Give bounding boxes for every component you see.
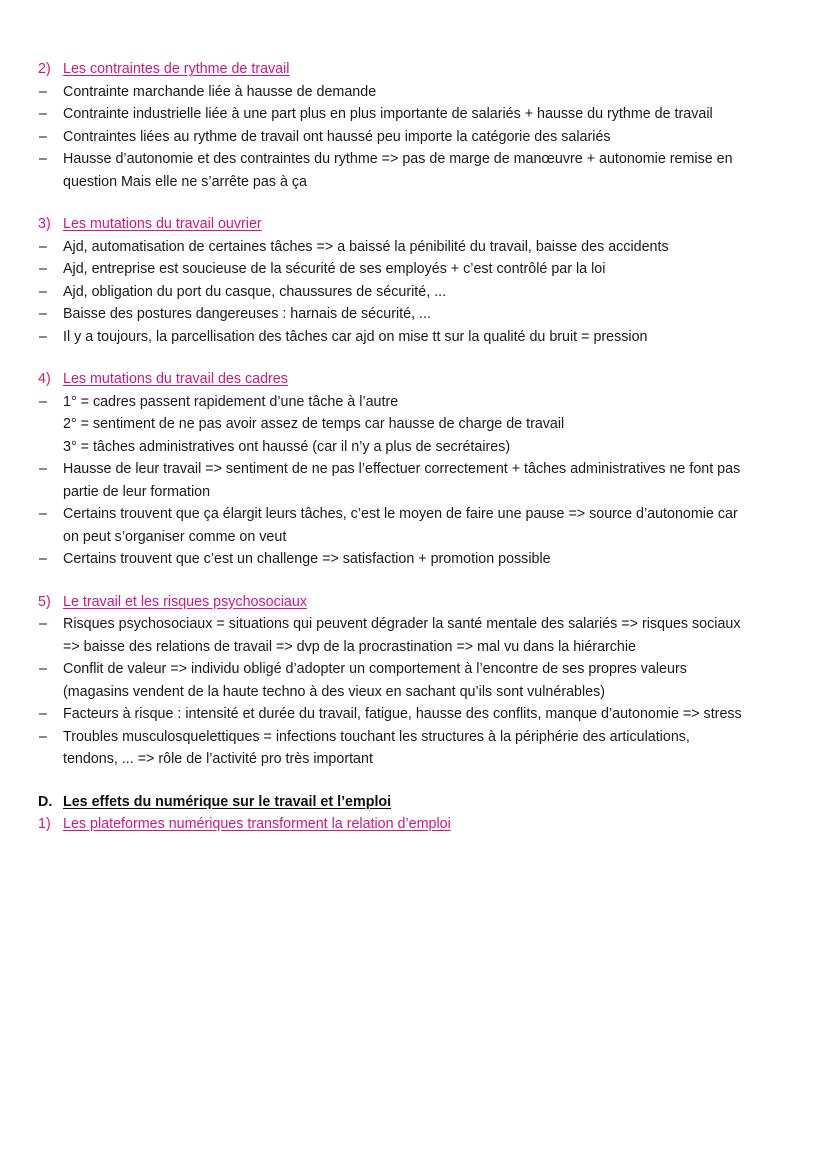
document-page <box>0 58 828 836</box>
section-heading <box>0 591 828 614</box>
section-2 <box>0 58 828 193</box>
bullet-line <box>0 258 828 281</box>
continuation-line <box>0 636 828 659</box>
dash-marker: – <box>39 306 47 322</box>
bullet-line <box>0 281 828 304</box>
bullet-line <box>0 458 828 481</box>
section-5 <box>0 591 828 771</box>
bullet-line <box>0 613 828 636</box>
section-title: Les plateformes numériques transforment la relation d’emploi <box>63 816 451 832</box>
bullet-text: Contrainte industrielle liée à une part plus en plus importante de salariés + hausse du rythme de travail <box>63 106 713 122</box>
bullet-text: 1° = cadres passent rapidement d’une tâche à l’autre <box>63 393 399 410</box>
bullet-line <box>0 236 828 259</box>
section-heading <box>0 58 828 81</box>
section-title: Les contraintes de rythme de travail <box>63 61 290 77</box>
dash-marker: – <box>39 238 47 255</box>
bullet-text: 2° = sentiment de ne pas avoir assez de temps car hausse de charge de travail <box>63 416 565 432</box>
bullet-text: Facteurs à risque : intensité et durée du travail, fatigue, hausse des conflits, manque d’autonomie => stress <box>63 706 742 722</box>
dash-marker: – <box>39 261 47 277</box>
bullet-text: question Mais elle ne s’arrête pas à ça <box>63 173 307 190</box>
bullet-text: Ajd, entreprise est soucieuse de la sécurité de ses employés + c’est contrôlé par la loi <box>63 261 606 277</box>
dash-marker: – <box>39 551 47 567</box>
bullet-line <box>0 726 828 749</box>
continuation-line <box>0 436 828 459</box>
bullet-text: on peut s’organiser comme on veut <box>63 528 287 545</box>
part-letter: D. <box>38 793 53 810</box>
section-number: 4) <box>38 371 51 387</box>
dash-marker: – <box>39 661 47 677</box>
bullet-line <box>0 148 828 171</box>
continuation-line <box>0 526 828 549</box>
part-d <box>0 791 828 836</box>
section-title: Le travail et les risques psychosociaux <box>63 593 307 610</box>
bullet-text: 3° = tâches administratives ont haussé (car il n’y a plus de secrétaires) <box>63 438 511 455</box>
bullet-text: Il y a toujours, la parcellisation des tâches car ajd on mise tt sur la qualité du bruit = pression <box>63 328 648 345</box>
section-4 <box>0 368 828 571</box>
bullet-line <box>0 103 828 126</box>
section-title: Les mutations du travail ouvrier <box>63 216 262 232</box>
bullet-text: tendons, ... => rôle de l’activité pro très important <box>63 751 373 767</box>
bullet-text: partie de leur formation <box>63 483 211 500</box>
section-heading <box>0 813 828 836</box>
continuation-line <box>0 748 828 771</box>
dash-marker: – <box>39 128 47 145</box>
dash-marker: – <box>39 728 47 745</box>
continuation-line <box>0 681 828 704</box>
bullet-text: Certains trouvent que c’est un challenge => satisfaction + promotion possible <box>63 551 551 567</box>
bullet-line <box>0 391 828 414</box>
section-title: Les mutations du travail des cadres <box>63 371 288 387</box>
section-heading <box>0 213 828 236</box>
continuation-line <box>0 481 828 504</box>
bullet-line <box>0 303 828 326</box>
bullet-line <box>0 326 828 349</box>
bullet-line <box>0 658 828 681</box>
dash-marker: – <box>39 283 47 300</box>
section-number: 3) <box>38 216 51 232</box>
bullet-text: Hausse d’autonomie et des contraintes du rythme => pas de marge de manœuvre + autonomie remise en <box>63 151 733 167</box>
bullet-text: Ajd, obligation du port du casque, chaussures de sécurité, ... <box>63 283 447 300</box>
bullet-text: (magasins vendent de la haute techno à des vieux en sachant qu’ils sont vulnérables) <box>63 683 606 700</box>
bullet-text: Conflit de valeur => individu obligé d’adopter un comportement à l’encontre de ses propres valeurs <box>63 661 687 677</box>
bullet-text: Hausse de leur travail => sentiment de ne pas l’effectuer correctement + tâches administratives ne font pas <box>63 461 741 477</box>
bullet-text: Contrainte marchande liée à hausse de demande <box>63 83 377 100</box>
dash-marker: – <box>39 393 47 410</box>
bullet-text: Baisse des postures dangereuses : harnais de sécurité, ... <box>63 306 431 322</box>
section-heading <box>0 368 828 391</box>
dash-marker: – <box>39 83 47 100</box>
bullet-line <box>0 81 828 104</box>
continuation-line <box>0 171 828 194</box>
dash-marker: – <box>39 616 47 632</box>
bullet-text: Certains trouvent que ça élargit leurs tâches, c’est le moyen de faire une pause => source d’autonomie car <box>63 506 738 522</box>
section-number: 2) <box>38 61 51 77</box>
bullet-line <box>0 126 828 149</box>
section-number: 5) <box>38 593 51 610</box>
section-number: 1) <box>38 816 51 832</box>
bullet-text: => baisse des relations de travail => dvp de la procrastination => mal vu dans la hiérarchie <box>63 638 637 655</box>
part-heading <box>0 791 828 814</box>
bullet-line <box>0 703 828 726</box>
section-3 <box>0 213 828 348</box>
dash-marker: – <box>39 506 47 522</box>
dash-marker: – <box>39 706 47 722</box>
bullet-text: Ajd, automatisation de certaines tâches => a baissé la pénibilité du travail, baisse des accidents <box>63 238 669 255</box>
bullet-text: Troubles musculosquelettiques = infections touchant les structures à la périphérie des articulations, <box>63 728 690 745</box>
bullet-line <box>0 548 828 571</box>
dash-marker: – <box>39 151 47 167</box>
bullet-text: Risques psychosociaux = situations qui peuvent dégrader la santé mentale des salariés => risques sociaux <box>63 616 741 632</box>
part-title: Les effets du numérique sur le travail et l’emploi <box>63 793 392 810</box>
bullet-text: Contraintes liées au rythme de travail ont haussé peu importe la catégorie des salariés <box>63 128 611 145</box>
dash-marker: – <box>39 106 47 122</box>
dash-marker: – <box>39 328 47 345</box>
bullet-line <box>0 503 828 526</box>
dash-marker: – <box>39 461 47 477</box>
continuation-line <box>0 413 828 436</box>
